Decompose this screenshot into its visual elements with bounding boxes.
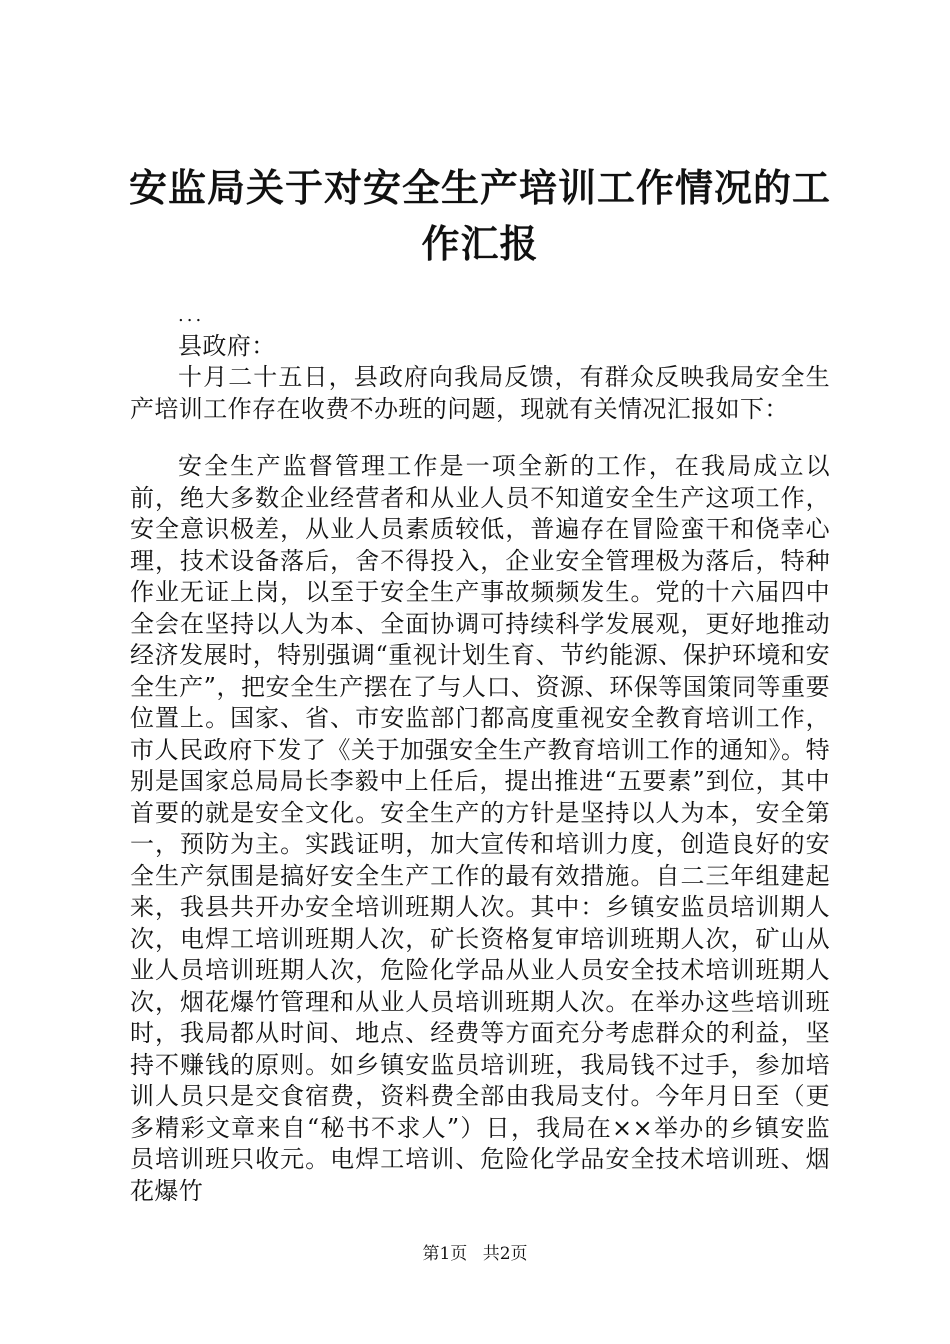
page-total: 共2页	[482, 1244, 528, 1264]
addressee: 县政府：	[178, 332, 276, 360]
ellipsis-marker: ...	[178, 305, 205, 326]
document-title: 安监局关于对安全生产培训工作情况的工作汇报	[128, 165, 831, 266]
page-number: 第1页	[422, 1244, 468, 1264]
paragraph-main: 安全生产监督管理工作是一项全新的工作，在我局成立以前，绝大多数企业经营者和从业人员不知道安全生产这项工作，安全意识极差，从业人员素质较低，普遍存在冒险蛮干和侥幸心理，技术设备落后，舍不得投入，企业安全管理极为落后，特种作业无证上岗，以至于安全生产事故频频发生。党的十六届四中全会在坚持以人为本、全面协调可持续科学发展观，更好地推动经济发展时，特别强调“重视计划生育、节约能源、保护环境和安全生产”，把安全生产摆在了与人口、资源、环保等国策同等重要位置上。国家、省、市安监部门都高度重视安全教育培训工作，市人民政府下发了《关于加强安全生产教育培训工作的通知》。特别是国家总局局长李毅中上任后，提出推进“五要素”到位，其中首要的就是安全文化。安全生产的方针是坚持以人为本，安全第一，预防为主。实践证明，加大宣传和培训力度，创造良好的安全生产氛围是搞好安全生产工作的最有效措施。自二三年组建起来，我县共开办安全培训班期人次。其中：乡镇安监员培训期人次，电焊工培训班期人次，矿长资格复审培训班期人次，矿山从业人员培训班期人次，危险化学品从业人员安全技术培训班期人次，烟花爆竹管理和从业人员培训班期人次。在举办这些培训班时，我局都从时间、地点、经费等方面充分考虑群众的利益，坚持不赚钱的原则。如乡镇安监员培训班，我局钱不过手，参加培训人员只是交食宿费，资料费全部由我局支付。今年月日至（更多精彩文章来自“秘书不求人”）日，我局在××举办的乡镇安监员培训班只收元。电焊工培训、危险化学品安全技术培训班、烟花爆竹	[130, 452, 830, 1205]
page-footer	[0, 1243, 950, 1265]
paragraph-intro: 十月二十五日，县政府向我局反馈，有群众反映我局安全生产培训工作存在收费不办班的问题，现就有关情况汇报如下：	[130, 363, 830, 423]
